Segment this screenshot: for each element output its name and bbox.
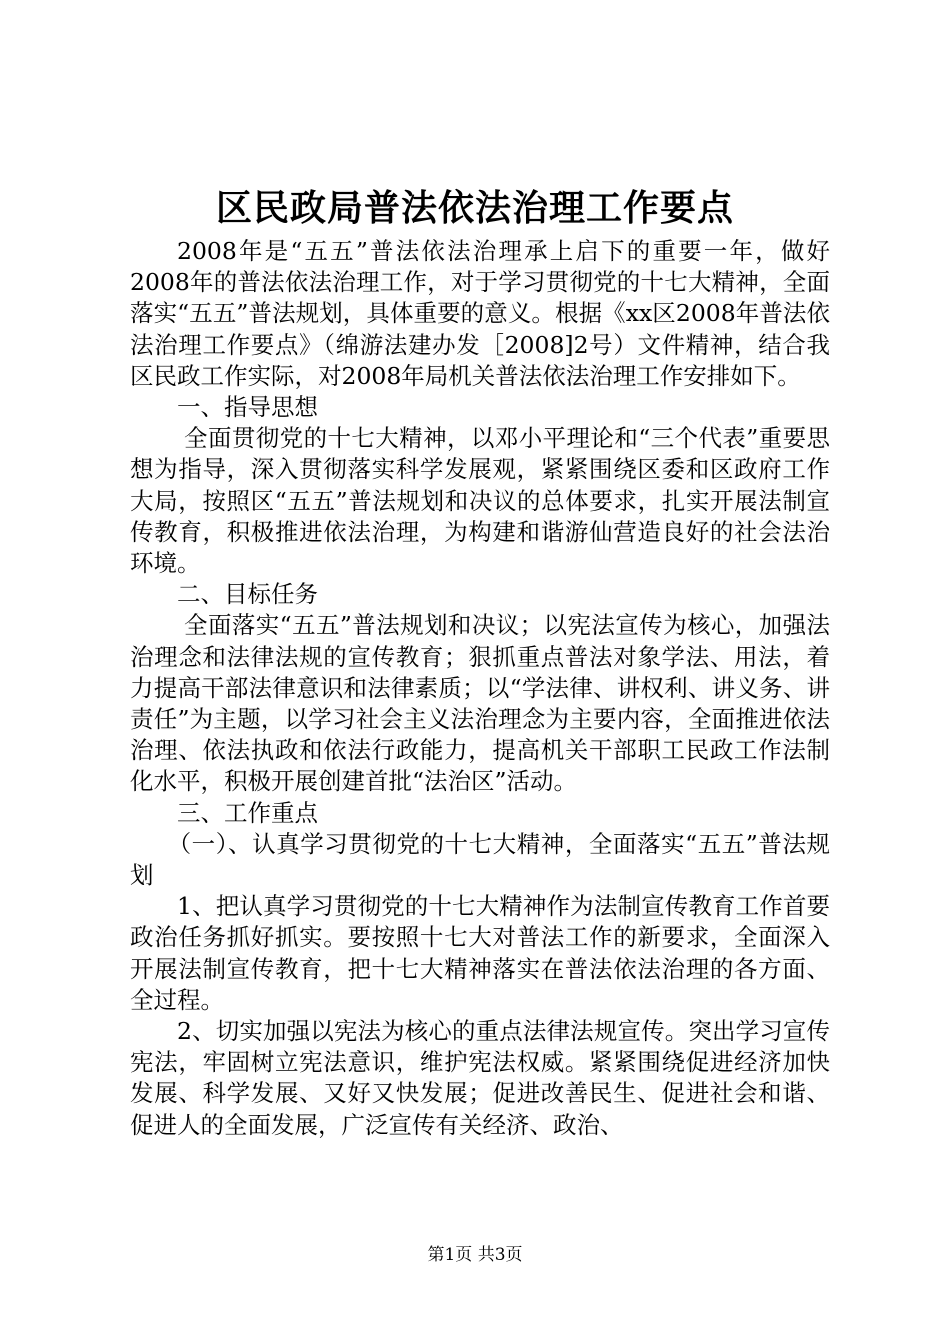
paragraph-intro: 2008年是“五五”普法依法治理承上启下的重要一年，做好2008年的普法依法治理工作，对于学习贯彻党的十七大精神，全面落实“五五”普法规划，具体重要的意义。根据《xx区2008年普法依法治理工作要点》（绵游法建办发［2008]2号）文件精神，结合我区民政工作实际，对2008年局机关普法依法治理工作安排如下。 — [130, 237, 830, 390]
document-title: 区民政局普法依法治理工作要点 — [215, 187, 734, 229]
page-footer: 第1页 共3页 — [427, 1245, 523, 1265]
section-heading-guiding-ideology: 一、指导思想 — [177, 393, 318, 422]
paragraph-guiding-ideology: 全面贯彻党的十七大精神，以邓小平理论和“三个代表”重要思想为指导，深入贯彻落实科学发展观，紧紧围绕区委和区政府工作大局，按照区“五五”普法规划和决议的总体要求，扎实开展法制宣传教育，积极推进依法治理，为构建和谐游仙营造良好的社会法治环境。 — [130, 424, 830, 578]
paragraph-item-1: 1、把认真学习贯彻党的十七大精神作为法制宣传教育工作首要政治任务抓好抓实。要按照十七大对普法工作的新要求，全面深入开展法制宣传教育，把十七大精神落实在普法依法治理的各方面、全过程。 — [130, 892, 830, 1014]
section-heading-goals: 二、目标任务 — [177, 580, 318, 609]
section-heading-key-work: 三、工作重点 — [177, 798, 318, 827]
paragraph-goals: 全面落实“五五”普法规划和决议；以宪法宣传为核心，加强法治理念和法律法规的宣传教育；狠抓重点普法对象学法、用法，着力提高干部法律意识和法律素质；以“学法律、讲权利、讲义务、讲责任”为主题，以学习社会主义法治理念为主要内容，全面推进依法治理、依法执政和依法行政能力，提高机关干部职工民政工作法制化水平，积极开展创建首批“法治区”活动。 — [130, 611, 830, 796]
subsection-heading-1: （一）、认真学习贯彻党的十七大精神，全面落实“五五”普法规划 — [130, 829, 830, 890]
document-body — [130, 236, 830, 1141]
paragraph-item-2: 2、切实加强以宪法为核心的重点法律法规宣传。突出学习宣传宪法，牢固树立宪法意识，维护宪法权威。紧紧围绕促进经济加快发展、科学发展、又好又快发展；促进改善民生、促进社会和谐、促进人的全面发展，广泛宣传有关经济、政治、 — [130, 1017, 830, 1139]
